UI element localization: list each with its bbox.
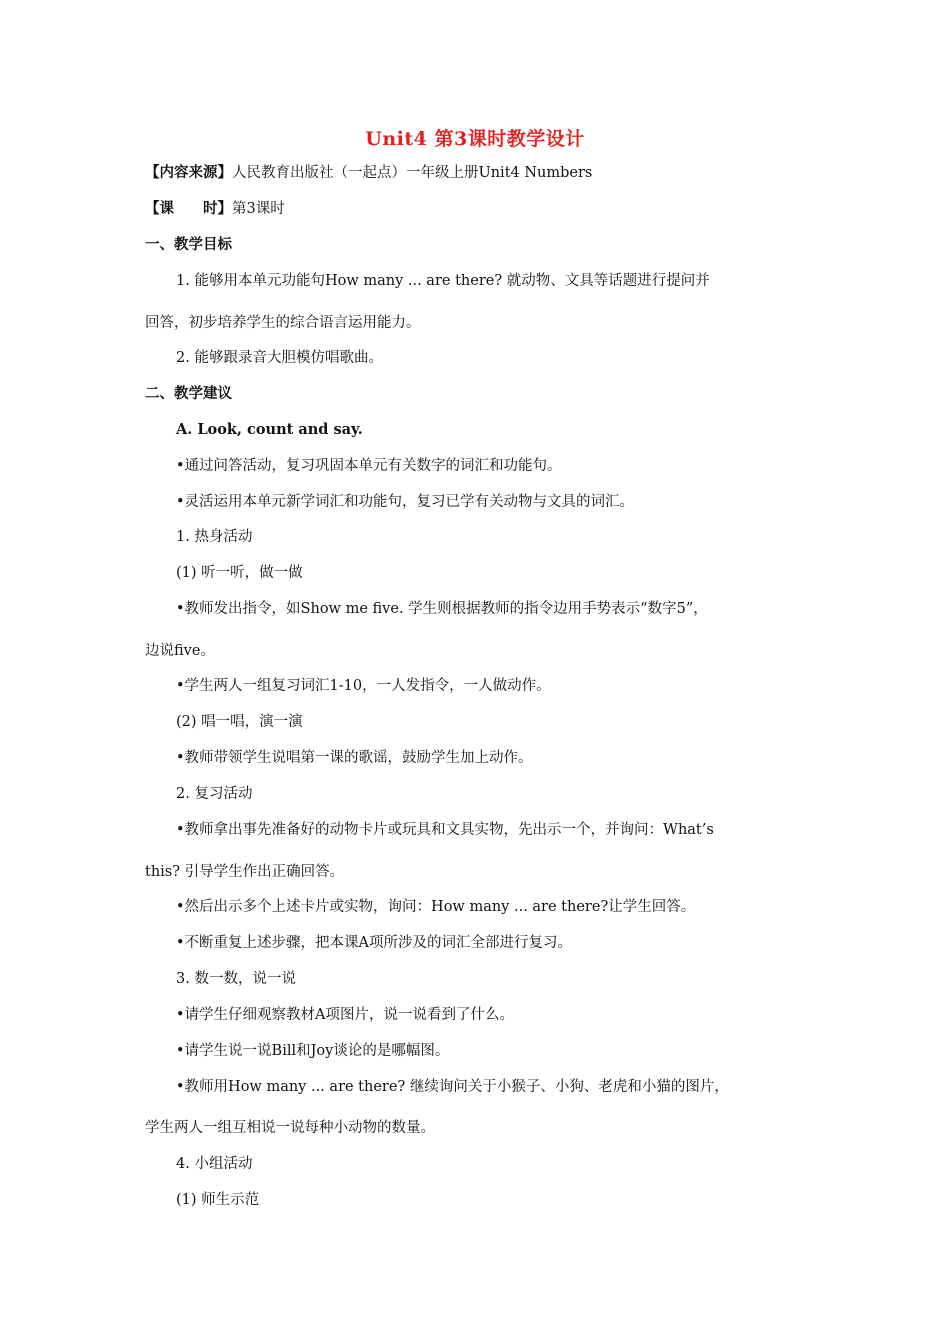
- step-4-sub-1: (1) 师生示范: [176, 1192, 260, 1208]
- step-1-sub-2: (2) 唱一唱，演一演: [176, 714, 303, 730]
- step-2-bullet-2: •然后出示多个上述卡片或实物，询问：How many ... are there?让学生回答。: [176, 899, 696, 915]
- bullet-1: •通过问答活动，复习巩固本单元有关数字的词汇和功能句。: [176, 458, 562, 474]
- step-2-bullet-3: •不断重复上述步骤，把本课A项所涉及的词汇全部进行复习。: [176, 935, 573, 951]
- step-1-heading: 1. 热身活动: [176, 529, 253, 545]
- step-1-sub-1: (1) 听一听，做一做: [176, 565, 303, 581]
- source-value: 人民教育出版社（一起点）一年级上册Unit4 Numbers: [232, 165, 593, 181]
- goal-1-line-1: 1. 能够用本单元功能句How many ... are there? 就动物、文具等话题进行提问并: [176, 273, 710, 289]
- source-line: [145, 163, 825, 183]
- step-3-heading: 3. 数一数，说一说: [176, 971, 296, 987]
- part-a-heading: A. Look, count and say.: [176, 421, 363, 438]
- bullet-2: •灵活运用本单元新学词汇和功能句，复习已学有关动物与文具的词汇。: [176, 494, 635, 510]
- step-1-bullet-3: •教师带领学生说唱第一课的歌谣，鼓励学生加上动作。: [176, 750, 533, 766]
- period-value: 第3课时: [232, 201, 285, 217]
- step-1-bullet-2: •学生两人一组复习词汇1-10，一人发指令，一人做动作。: [176, 678, 551, 694]
- step-2-bullet-1-line-1: •教师拿出事先准备好的动物卡片或玩具和文具实物，先出示一个，并询问：What’s: [176, 822, 714, 838]
- period-line: [145, 199, 825, 219]
- goal-1-line-2: 回答，初步培养学生的综合语言运用能力。: [145, 315, 421, 331]
- step-3-bullet-2: •请学生说一说Bill和Joy谈论的是哪幅图。: [176, 1043, 450, 1059]
- step-3-bullet-3-line-2: 学生两人一组互相说一说每种小动物的数量。: [145, 1120, 435, 1136]
- step-1-bullet-1-line-1: •教师发出指令，如Show me five. 学生则根据教师的指令边用手势表示“数字5”，: [176, 601, 708, 617]
- step-1-bullet-1-line-2: 边说five。: [145, 643, 215, 659]
- period-label: 【课 时】: [145, 200, 232, 217]
- step-2-bullet-1-line-2: this? 引导学生作出正确回答。: [145, 864, 345, 880]
- section-heading-suggestions: 二、教学建议: [145, 385, 232, 402]
- step-2-heading: 2. 复习活动: [176, 786, 253, 802]
- source-label: 【内容来源】: [145, 164, 232, 181]
- document-title: Unit4 第3课时教学设计: [365, 128, 585, 150]
- step-3-bullet-3-line-1: •教师用How many ... are there? 继续询问关于小猴子、小狗、老虎和小猫的图片，: [176, 1079, 729, 1095]
- section-heading-goals: 一、教学目标: [145, 236, 232, 253]
- goal-2: 2. 能够跟录音大胆模仿唱歌曲。: [176, 350, 383, 366]
- step-3-bullet-1: •请学生仔细观察教材A项图片，说一说看到了什么。: [176, 1007, 515, 1023]
- step-4-heading: 4. 小组活动: [176, 1156, 253, 1172]
